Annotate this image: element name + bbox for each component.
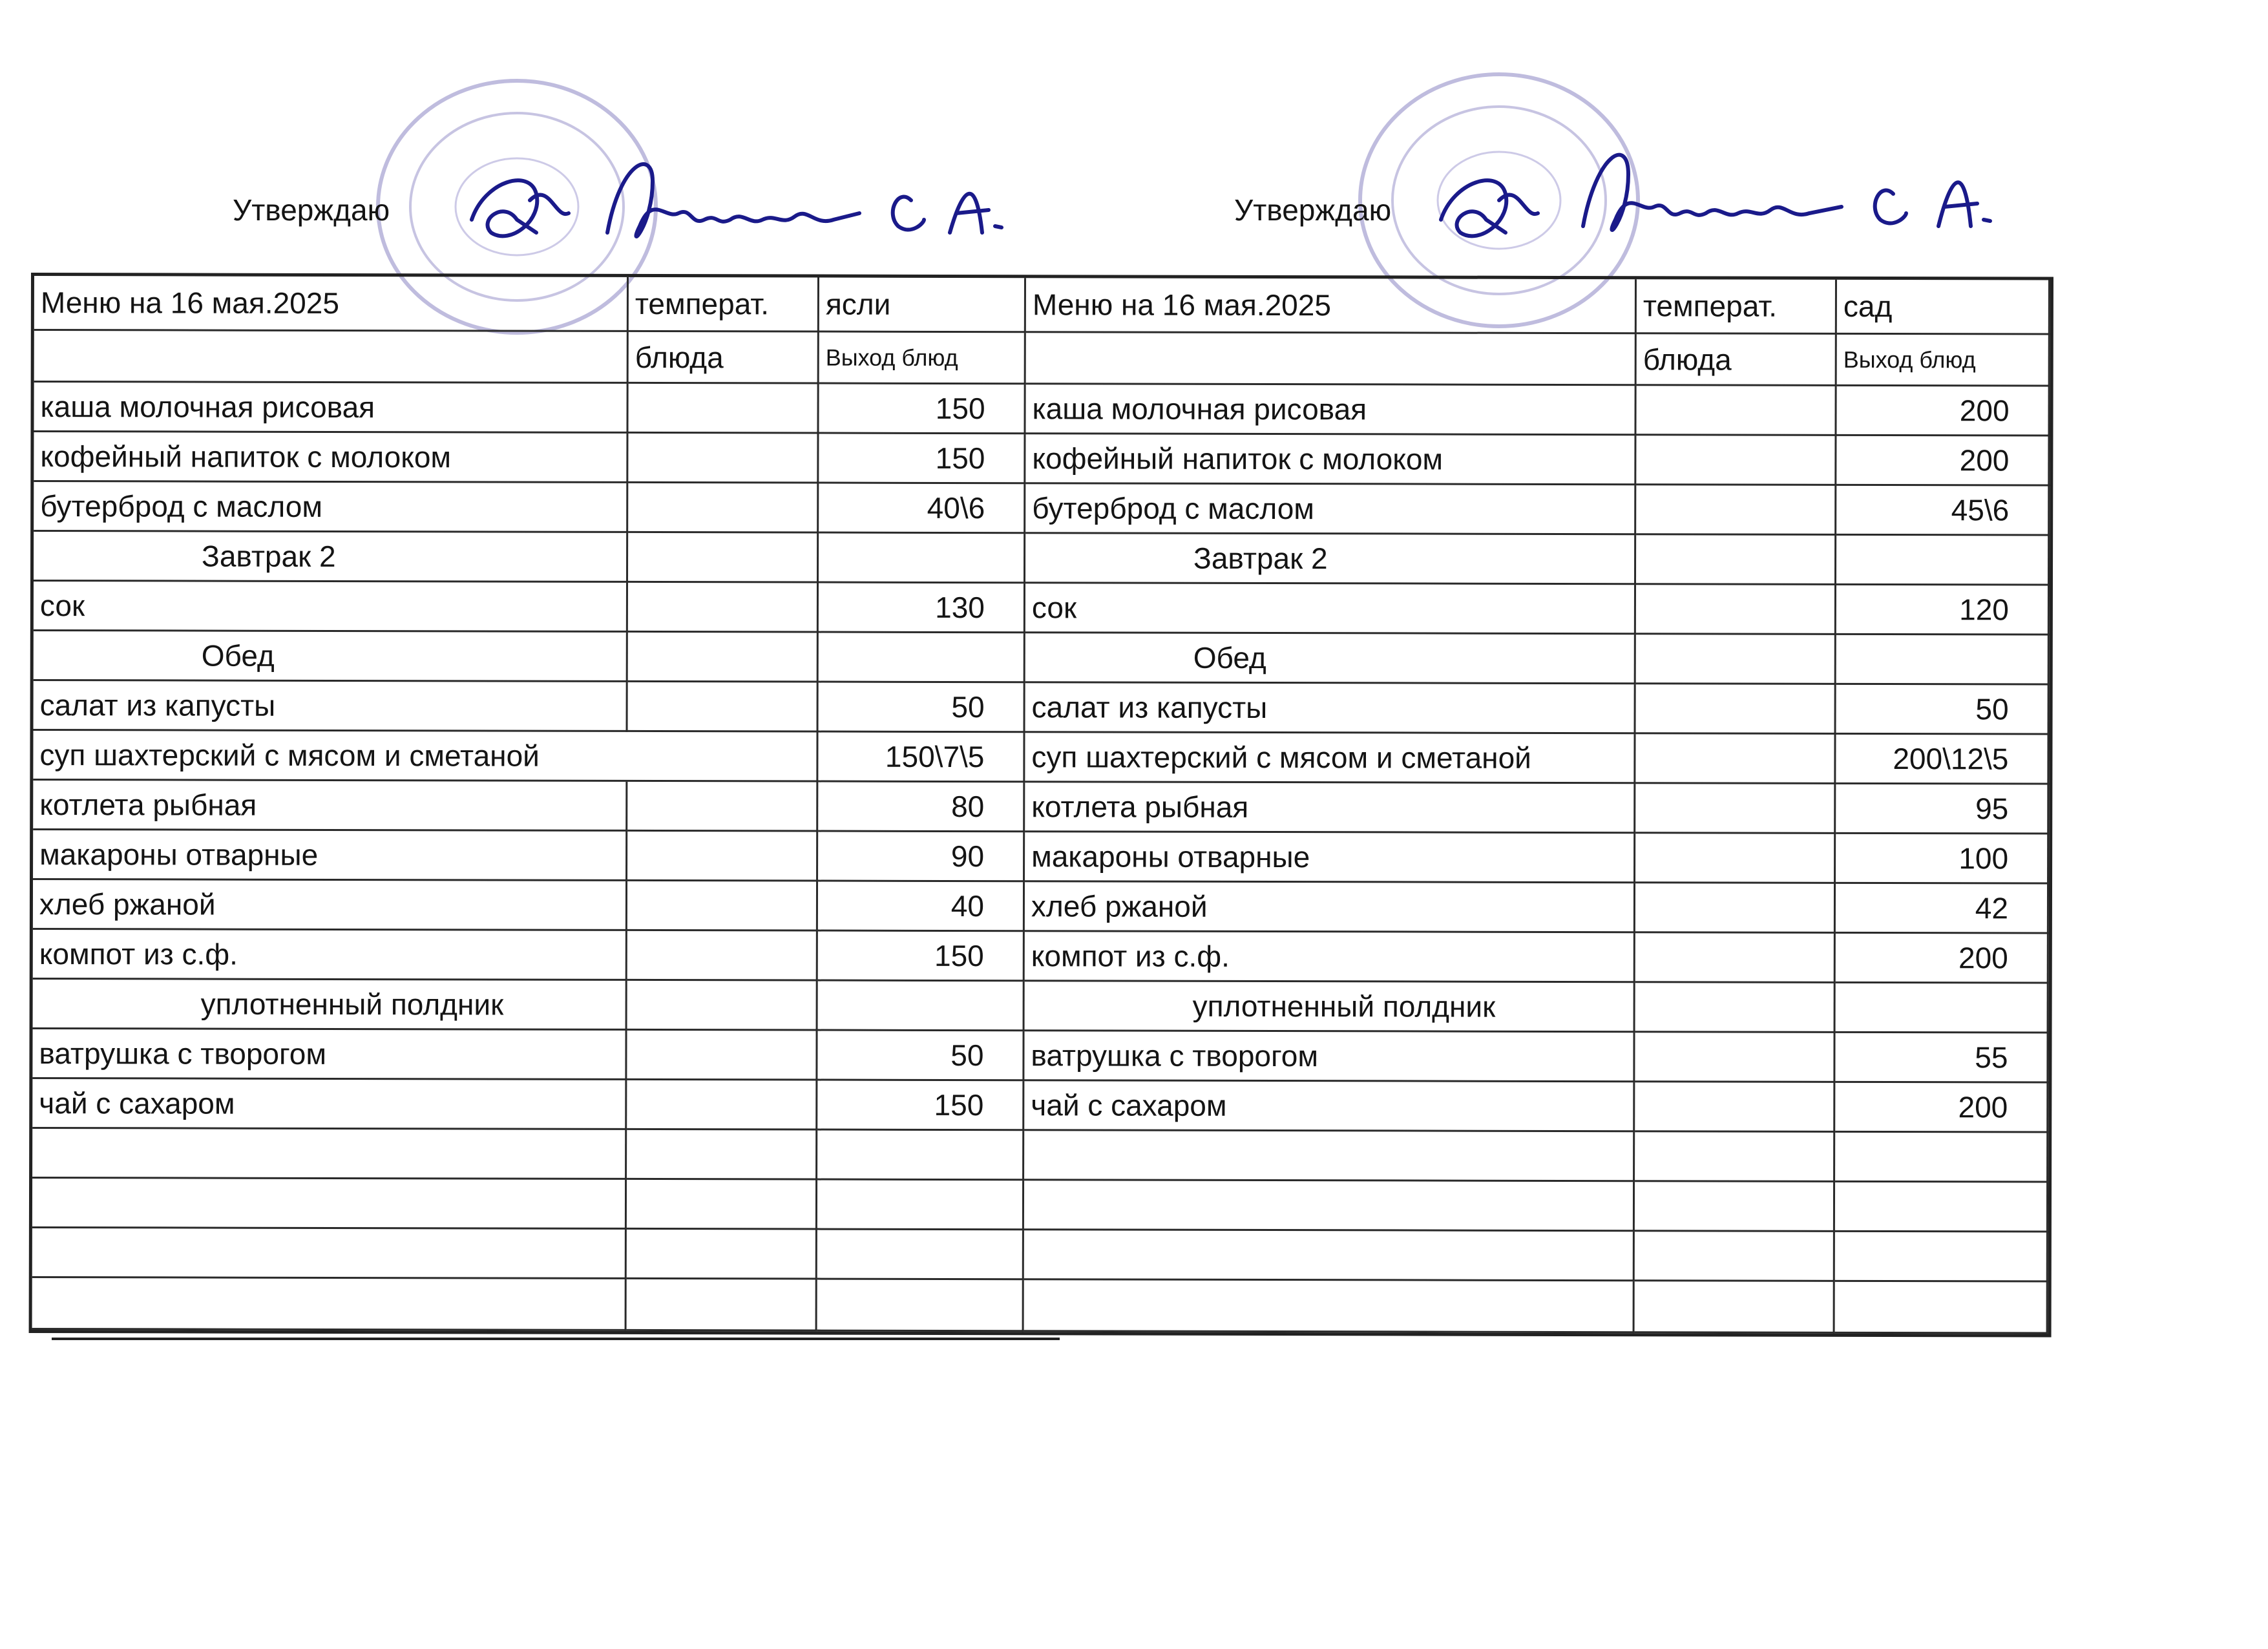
left-dish-name: суп шахтерский с мясом и сметаной — [33, 731, 818, 782]
right-yield-value: 45\6 — [1836, 486, 2050, 536]
right-yield-value: 95 — [1836, 784, 2049, 835]
empty-right-yield-value — [1835, 1232, 2048, 1283]
right-yield-value: 200 — [1836, 436, 2050, 487]
left-yield-value: 150 — [818, 932, 1025, 982]
left-section-heading: Завтрак 2 — [34, 532, 628, 583]
empty-right-yield-value — [1835, 1182, 2048, 1233]
left-dish-name: кофейный напиток с молоком — [34, 432, 628, 483]
right-temp-cell — [1636, 436, 1836, 486]
right-dish-name: хлеб ржаной — [1025, 882, 1635, 933]
left-dish-name: каша молочная рисовая — [34, 383, 628, 434]
empty-right-temp-cell — [1635, 1132, 1835, 1182]
right-col-temp: температ. — [1637, 279, 1837, 335]
empty-left-dish-name — [32, 1228, 627, 1279]
right-yield-value: 120 — [1836, 585, 2050, 636]
signature-left — [459, 123, 1053, 278]
left-temp-cell — [627, 782, 818, 832]
left-temp-cell — [628, 682, 819, 733]
right-dish-name: котлета рыбная — [1025, 782, 1635, 834]
right-yield-value: 42 — [1836, 884, 2049, 934]
empty-right-yield-value — [1835, 1282, 2048, 1334]
left-dish-name: салат из капусты — [34, 681, 628, 732]
left-section-heading: уплотненный полдник — [33, 980, 627, 1031]
empty-right-yield-value — [1835, 1133, 2048, 1183]
left-yield-value: 90 — [818, 832, 1025, 883]
empty-left-yield-value — [817, 1280, 1024, 1332]
right-yield-value — [1836, 536, 2050, 586]
right-temp-cell — [1635, 834, 1836, 884]
left-yield-value: 130 — [819, 583, 1025, 634]
right-dish-name: сок — [1025, 583, 1636, 635]
right-col-group: сад — [1837, 280, 2050, 335]
empty-left-temp-cell — [627, 1130, 817, 1181]
right-temp-cell — [1635, 983, 1836, 1033]
left-temp-cell — [627, 832, 818, 882]
right-yield-value: 200\12\5 — [1836, 735, 2049, 785]
right-section-heading: Завтрак 2 — [1025, 534, 1636, 585]
right-section-heading: Обед — [1025, 633, 1636, 684]
right-yield-value — [1836, 635, 2050, 686]
empty-right-temp-cell — [1635, 1182, 1835, 1232]
right-yield-value — [1836, 983, 2049, 1034]
right-yield-value: 200 — [1836, 934, 2049, 984]
left-temp-cell — [627, 981, 818, 1031]
right-col-temp-2: блюда — [1637, 334, 1837, 386]
right-temp-cell — [1635, 1082, 1835, 1133]
right-temp-cell — [1635, 784, 1836, 834]
right-dish-name: компот из с.ф. — [1025, 932, 1635, 983]
left-section-heading: Обед — [34, 631, 628, 682]
approval-label-left: Утверждаю — [233, 193, 390, 227]
left-yield-value: 150 — [817, 1081, 1024, 1131]
right-yield-value: 200 — [1835, 1083, 2048, 1133]
left-col-group: ясли — [819, 278, 1026, 333]
empty-right-temp-cell — [1635, 1232, 1835, 1282]
left-yield-value: 40\6 — [819, 484, 1025, 534]
left-temp-cell — [627, 1080, 817, 1131]
left-dish-name: макароны отварные — [33, 830, 627, 881]
left-col-yield: Выход блюд — [819, 333, 1026, 385]
right-dish-name: каша молочная рисовая — [1025, 384, 1636, 436]
right-temp-cell — [1636, 485, 1836, 536]
left-yield-value: 80 — [818, 782, 1025, 833]
right-dish-name: суп шахтерский с мясом и сметаной — [1025, 733, 1635, 784]
left-temp-cell — [628, 533, 819, 583]
left-dish-name: чай с сахаром — [32, 1079, 627, 1130]
empty-left-dish-name — [32, 1179, 627, 1230]
left-dish-name: хлеб ржаной — [33, 880, 627, 931]
right-yield-value: 55 — [1835, 1033, 2048, 1084]
empty-right-dish-name — [1024, 1280, 1635, 1333]
right-temp-cell — [1636, 585, 1836, 635]
left-temp-cell — [628, 583, 819, 633]
left-temp-cell — [628, 483, 819, 534]
left-yield-value: 150\7\5 — [818, 733, 1025, 783]
left-dish-name: бутерброд с маслом — [34, 482, 628, 533]
right-yield-value: 200 — [1836, 386, 2050, 437]
left-dish-name: ватрушка с творогом — [32, 1029, 627, 1080]
empty-right-dish-name — [1024, 1230, 1635, 1281]
left-yield-value — [819, 534, 1025, 584]
empty-left-dish-name — [32, 1278, 627, 1331]
right-col-yield: Выход блюд — [1837, 335, 2050, 387]
right-temp-cell — [1635, 1033, 1835, 1083]
right-yield-value: 100 — [1836, 834, 2049, 885]
right-temp-cell — [1635, 883, 1836, 934]
right-dish-name: кофейный напиток с молоком — [1025, 434, 1636, 485]
right-title: Меню на 16 мая.2025 — [1026, 278, 1637, 334]
left-temp-cell — [627, 1031, 817, 1081]
right-temp-cell — [1636, 635, 1836, 685]
left-temp-cell — [627, 931, 818, 982]
empty-left-temp-cell — [627, 1230, 817, 1280]
approval-label-right: Утверждаю — [1234, 193, 1392, 227]
left-dish-name: сок — [34, 582, 628, 633]
left-dish-name: котлета рыбная — [33, 781, 627, 832]
menu-table — [29, 273, 2053, 1338]
right-temp-cell — [1636, 535, 1836, 585]
right-temp-cell — [1635, 933, 1836, 983]
right-dish-name: макароны отварные — [1025, 832, 1635, 883]
left-temp-cell — [628, 434, 819, 484]
left-subheader-blank — [34, 331, 629, 384]
left-yield-value: 40 — [818, 882, 1025, 932]
right-dish-name: салат из капусты — [1025, 683, 1636, 734]
right-section-heading: уплотненный полдник — [1025, 982, 1635, 1033]
left-temp-cell — [628, 384, 819, 434]
empty-left-yield-value — [817, 1181, 1024, 1231]
empty-left-dish-name — [32, 1129, 627, 1180]
left-yield-value: 50 — [817, 1031, 1024, 1082]
left-temp-cell — [627, 881, 818, 932]
empty-left-temp-cell — [627, 1180, 817, 1230]
left-col-temp: температ. — [629, 277, 819, 333]
right-subheader-blank — [1026, 333, 1637, 386]
left-yield-value: 150 — [819, 384, 1025, 435]
left-col-temp-2: блюда — [629, 332, 819, 384]
empty-right-dish-name — [1024, 1181, 1635, 1232]
empty-left-temp-cell — [627, 1279, 817, 1332]
left-temp-cell — [628, 633, 819, 683]
right-dish-name: чай с сахаром — [1024, 1081, 1635, 1132]
right-yield-value: 50 — [1836, 685, 2050, 735]
right-temp-cell — [1636, 386, 1836, 436]
left-yield-value — [818, 982, 1025, 1032]
left-title: Меню на 16 мая.2025 — [34, 276, 629, 332]
left-yield-value: 50 — [819, 683, 1025, 733]
signature-right — [1428, 123, 2061, 278]
left-yield-value: 150 — [819, 434, 1025, 485]
empty-left-yield-value — [817, 1230, 1024, 1281]
right-temp-cell — [1636, 684, 1836, 735]
right-temp-cell — [1635, 734, 1836, 784]
bottom-rule — [52, 1338, 1060, 1340]
right-dish-name: ватрушка с творогом — [1024, 1031, 1635, 1082]
empty-right-temp-cell — [1635, 1281, 1835, 1334]
right-dish-name: бутерброд с маслом — [1025, 484, 1636, 535]
empty-left-yield-value — [817, 1131, 1024, 1181]
left-yield-value — [819, 633, 1025, 684]
empty-right-dish-name — [1024, 1131, 1635, 1182]
left-dish-name: компот из с.ф. — [33, 930, 627, 981]
